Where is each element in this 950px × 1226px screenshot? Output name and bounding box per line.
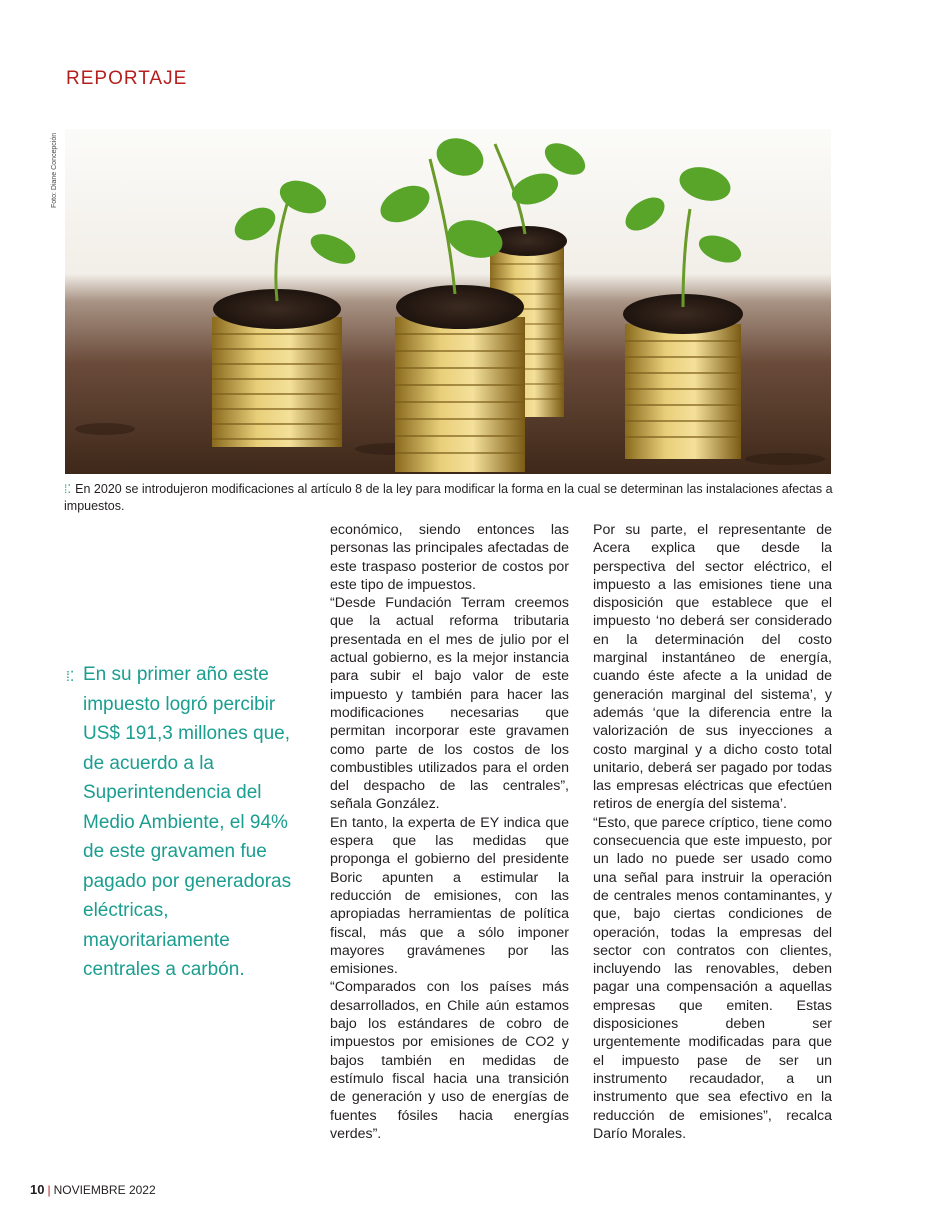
bullet-dots-icon: ⁞⁚ <box>66 668 75 684</box>
issue-date: NOVIEMBRE 2022 <box>53 1183 156 1197</box>
footer-separator: | <box>47 1183 51 1197</box>
paragraph: “Esto, que parece críptico, tiene como consecuencia que este impuesto, por un lado no puede ser usado como una señal para instruir la operación de centrales menos contaminantes, y que, bajo ciertas condiciones de operación, todas la empresas del sector con contratos con clientes, incluyendo las renovables, deben pagar una compensación a aquellas empresas que emiten. Estas disposiciones deben ser urgentemente modificadas para que el impuesto pase de ser un instrumento recaudador, a un instrumento que sea efectivo en la reducción de emisiones”, recalca Darío Morales. <box>593 814 832 1142</box>
pull-quote <box>66 660 298 985</box>
paragraph: Por su parte, el representante de Acera explica que desde la perspectiva del sector eléctrico, el impuesto a las emisiones tiene una disposición que establece que el impuesto ‘no deberá ser considerado en la determinación del costo marginal instantáneo de energía, cuando éste afecte a la unidad de generación marginal del sistema’, y además ‘que la diferencia entre la valorización de sus inyecciones a costo marginal y a dicho costo total unitario, deberá ser pagado por todas las empresas eléctricas que efectúen retiros de energía del sistema’. <box>593 522 832 813</box>
article-column-1 <box>330 521 569 1143</box>
section-label: REPORTAJE <box>66 68 188 89</box>
paragraph: En tanto, la experta de EY indica que espera que las medidas que proponga el gobierno del presidente Boric apunten a estimular la reducción de emisiones, con las apropiadas herramientas de política fiscal, más que a sólo imponer mayores gravámenes por las emisiones. <box>330 814 569 978</box>
article-column-2 <box>593 521 832 1143</box>
caption-text: En 2020 se introdujeron modificaciones al artículo 8 de la ley para modificar la forma en la cual se determinan las instalaciones afectas a impuestos. <box>64 482 833 513</box>
bullet-dots-icon: ⁞⁚ <box>64 482 72 496</box>
photo-caption <box>64 481 834 515</box>
page-number: 10 <box>30 1182 45 1197</box>
pull-quote-text: En su primer año este impuesto logró percibir US$ 191,3 millones que, de acuerdo a la Superintendencia del Medio Ambiente, el 94% de este gravamen fue pagado por generadoras eléctricas, mayoritariamente centrales a carbón. <box>83 664 292 980</box>
paragraph: económico, siendo entonces las personas las principales afectadas de este traspaso posterior de costos por este tipo de impuestos. <box>330 522 569 593</box>
paragraph: “Comparados con los países más desarrollados, en Chile aún estamos bajo los estándares de cobro de impuestos por emisiones de CO2 y bajos también en medidas de estímulo fiscal hacia una transición de generación y uso de energías de fuentes fósiles hacia energías verdes”. <box>330 979 569 1142</box>
paragraph: “Desde Fundación Terram creemos que la actual reforma tributaria presentada en el mes de julio por el actual gobierno, es la mejor instancia para subir el bajo valor de este impuesto y también para hacer las modificaciones necesarias que permitan incorporar este gravamen como parte de los costos de los combustibles utilizados para el orden del despacho de las centrales”, señala González. <box>330 595 569 813</box>
page-footer <box>30 1182 156 1197</box>
photo-credit: Foto: Diane Concepción <box>51 132 58 208</box>
photo-coins-plants <box>65 129 831 474</box>
